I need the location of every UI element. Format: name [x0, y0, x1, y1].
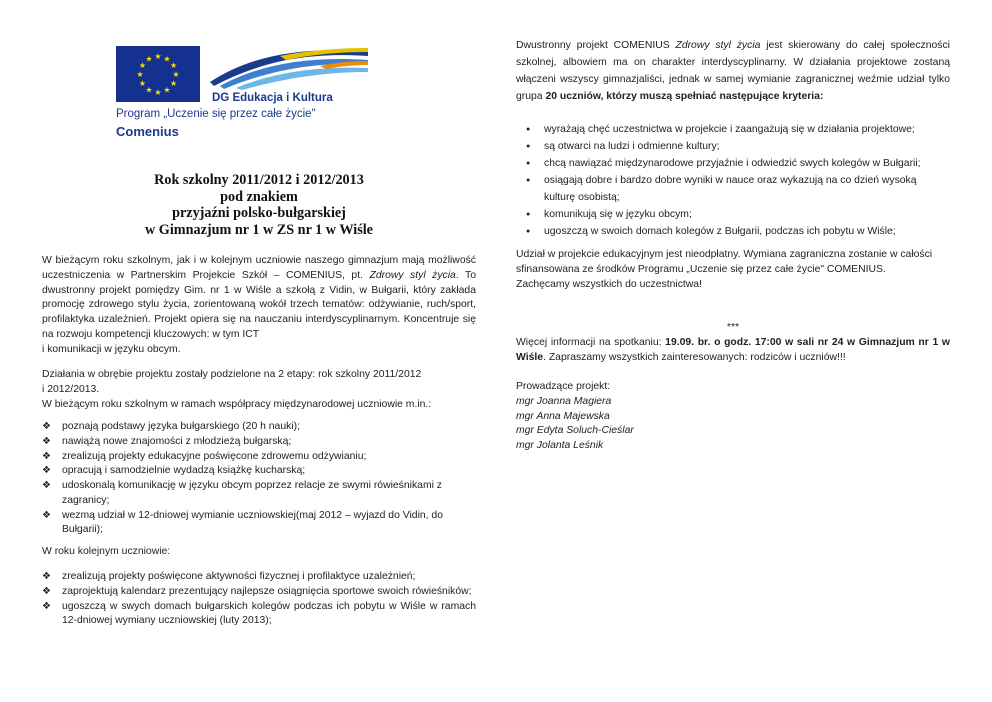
- list-item: ● chcą nawiązać międzynarodowe przyjaźnie i odwiedzić swych kolegów w Bułgarii;: [516, 156, 950, 172]
- year2-list: [42, 570, 476, 629]
- intro-paragraph: [42, 254, 476, 357]
- list-item: ● są otwarci na ludzi i odmienne kultury;: [516, 139, 950, 155]
- stages-line: Działania w obrębie projektu zostały podzielone na 2 etapy: rok szkolny 2011/2012: [42, 369, 422, 380]
- next-year-heading: W roku kolejnym uczniowie:: [42, 546, 171, 557]
- separator: ***: [726, 322, 740, 333]
- list-item: ● wyrażają chęć uczestnictwa w projekcie i zaangażują się w działania projektowe;: [516, 122, 950, 138]
- flag-star-icon: ★: [138, 61, 146, 70]
- intro-text: W bieżącym roku szkolnym, jak i w kolejnym uczniowie naszego gimnazjum mają możliwość uczestniczenia w Partnerskim Projekcie Szkół – COMENIUS, pt.: [42, 255, 476, 281]
- year1-list: [42, 420, 452, 538]
- funding-text: Udział w projekcie edukacyjnym jest nieodpłatny. Wymiana zagraniczna zostanie w całości sfinansowana ze środków Programu „Uczenie się przez całe życie" COMENIUS.: [516, 249, 933, 275]
- list-item: ❖ ugoszczą w swych domach bułgarskich kolegów podczas ich pobytu w Wiśle w ramach 12-dniowej wymiany uczniowskiej (luty 2013);: [42, 600, 476, 630]
- list-item: ❖ zaprojektują kalendarz prezentujący najlepsze osiągnięcia sportowe swoich rówieśników;: [42, 585, 476, 600]
- list-item: ❖ nawiążą nowe znajomości z młodzieżą bułgarską;: [42, 435, 452, 450]
- flag-star-icon: ★: [154, 52, 162, 61]
- flag-star-icon: ★: [163, 54, 171, 64]
- leader-name: mgr Jolanta Leśnik: [516, 440, 604, 452]
- right-intro-text: jest skierowany do całej społeczności szkolnej, albowiem ma on charakter interdyscyplinarny. W działania projektowe zostaną włączeni wszyscy gimnazjaliści, jednak w samej wymianie zagranicznej weźmie udział tylko grupa: [516, 40, 950, 102]
- list-item: ❖ zrealizują projekty edukacyjne poświęcone zdrowemu odżywianiu;: [42, 450, 452, 465]
- project-title: Zdrowy styl życia: [369, 269, 456, 281]
- leader-name: mgr Edyta Soluch-Cieślar: [516, 425, 634, 437]
- logo-dg-text: DG Edukacja i Kultura: [212, 92, 333, 104]
- flag-star-icon: ★: [145, 85, 153, 95]
- title-line: pod znakiem: [220, 188, 298, 205]
- list-item: ● osiągają dobre i bardzo dobre wyniki w nauce oraz wykazują na co dzień wysoką kulturę osobistą;: [516, 173, 950, 205]
- logo-program-text: Program „Uczenie się przez całe życie": [116, 108, 316, 120]
- meeting-details: 19.09. br. o godz. 17:00 w sali nr 24 w Gimnazjum nr 1 w Wiśle: [516, 337, 950, 363]
- flag-star-icon: ★: [163, 85, 171, 95]
- flag-star-icon: ★: [170, 61, 178, 70]
- logo-comenius-text: Comenius: [116, 124, 179, 139]
- leader-name: mgr Anna Majewska: [516, 410, 610, 422]
- flag-star-icon: ★: [170, 79, 178, 88]
- meeting-text: . Zapraszamy wszystkich zainteresowanych: rodziców i uczniów!!!: [543, 351, 846, 363]
- flag-star-icon: ★: [138, 79, 146, 88]
- eu-flag: [116, 46, 200, 102]
- list-item: ❖ udoskonalą komunikację w języku obcym poprzez relacje ze swymi rówieśnikami z zagranicy;: [42, 479, 452, 509]
- flag-star-icon: ★: [154, 88, 162, 97]
- meeting-text: Więcej informacji na spotkaniu:: [516, 337, 666, 348]
- title-line: przyjaźni polsko-bułgarskiej: [172, 205, 346, 222]
- right-intro-text: Dwustronny projekt COMENIUS: [516, 40, 676, 51]
- stages-line: W bieżącym roku szkolnym w ramach współpracy międzynarodowej uczniowie m.in.:: [42, 398, 432, 410]
- leaders-block: [516, 380, 950, 454]
- leaders-heading: Prowadzące projekt:: [516, 381, 611, 392]
- list-item: ❖ opracują i samodzielnie wydadzą książkę kucharską;: [42, 464, 452, 479]
- list-item: ● komunikują się w języku obcym;: [516, 207, 950, 223]
- intro-text: i komunikacji w języku obcym.: [42, 343, 181, 355]
- project-title: Zdrowy styl życia: [675, 40, 761, 51]
- meeting-paragraph: [516, 336, 950, 366]
- list-item: ❖ zrealizują projekty poświęcone aktywności fizycznej i profilaktyce uzależnień;: [42, 570, 476, 585]
- flag-star-icon: ★: [172, 70, 180, 79]
- criteria-intro: 20 uczniów, którzy muszą spełniać następujące kryteria:: [545, 90, 824, 102]
- funding-text: Zachęcamy wszystkich do uczestnictwa!: [516, 278, 702, 290]
- funding-paragraph: [516, 248, 950, 292]
- criteria-list: [516, 122, 950, 241]
- list-item: ❖ poznają podstawy języka bułgarskiego (20 h nauki);: [42, 420, 452, 435]
- intro-text: . To dwustronny projekt pomiędzy Gim. nr 1 w Wiśle a szkołą z Vidin, w Bułgarii, który zakłada promocję zdrowego stylu życia, zorientowaną wokół trzech tematów: odżywianie, ruch/sport, profilaktyka uzależnień. Projekt opiera się na nauczaniu interdyscyplinarnym. Koncentruje się na rozwoju kompetencji kluczowych: w tym ICT: [42, 269, 477, 340]
- right-intro-paragraph: [516, 38, 950, 105]
- list-item: ● ugoszczą w swoich domach kolegów z Bułgarii, podczas ich pobytu w Wiśle;: [516, 224, 950, 240]
- leader-name: mgr Joanna Magiera: [516, 395, 612, 407]
- title-line: Rok szkolny 2011/2012 i 2012/2013: [154, 172, 364, 188]
- title-line: w Gimnazjum nr 1 w ZS nr 1 w Wiśle: [145, 221, 373, 238]
- flag-star-icon: ★: [145, 54, 153, 64]
- comenius-logo: [116, 44, 376, 140]
- page-title: [42, 172, 476, 238]
- flag-star-icon: ★: [136, 70, 144, 79]
- list-item: ❖ wezmą udział w 12-dniowej wymianie uczniowskiej(maj 2012 – wyjazd do Vidin, do Bułgarii);: [42, 509, 452, 539]
- lifelong-learning-swoosh: [210, 46, 370, 90]
- stages-line: i 2012/2013.: [42, 383, 100, 395]
- stages-paragraph: [42, 368, 476, 412]
